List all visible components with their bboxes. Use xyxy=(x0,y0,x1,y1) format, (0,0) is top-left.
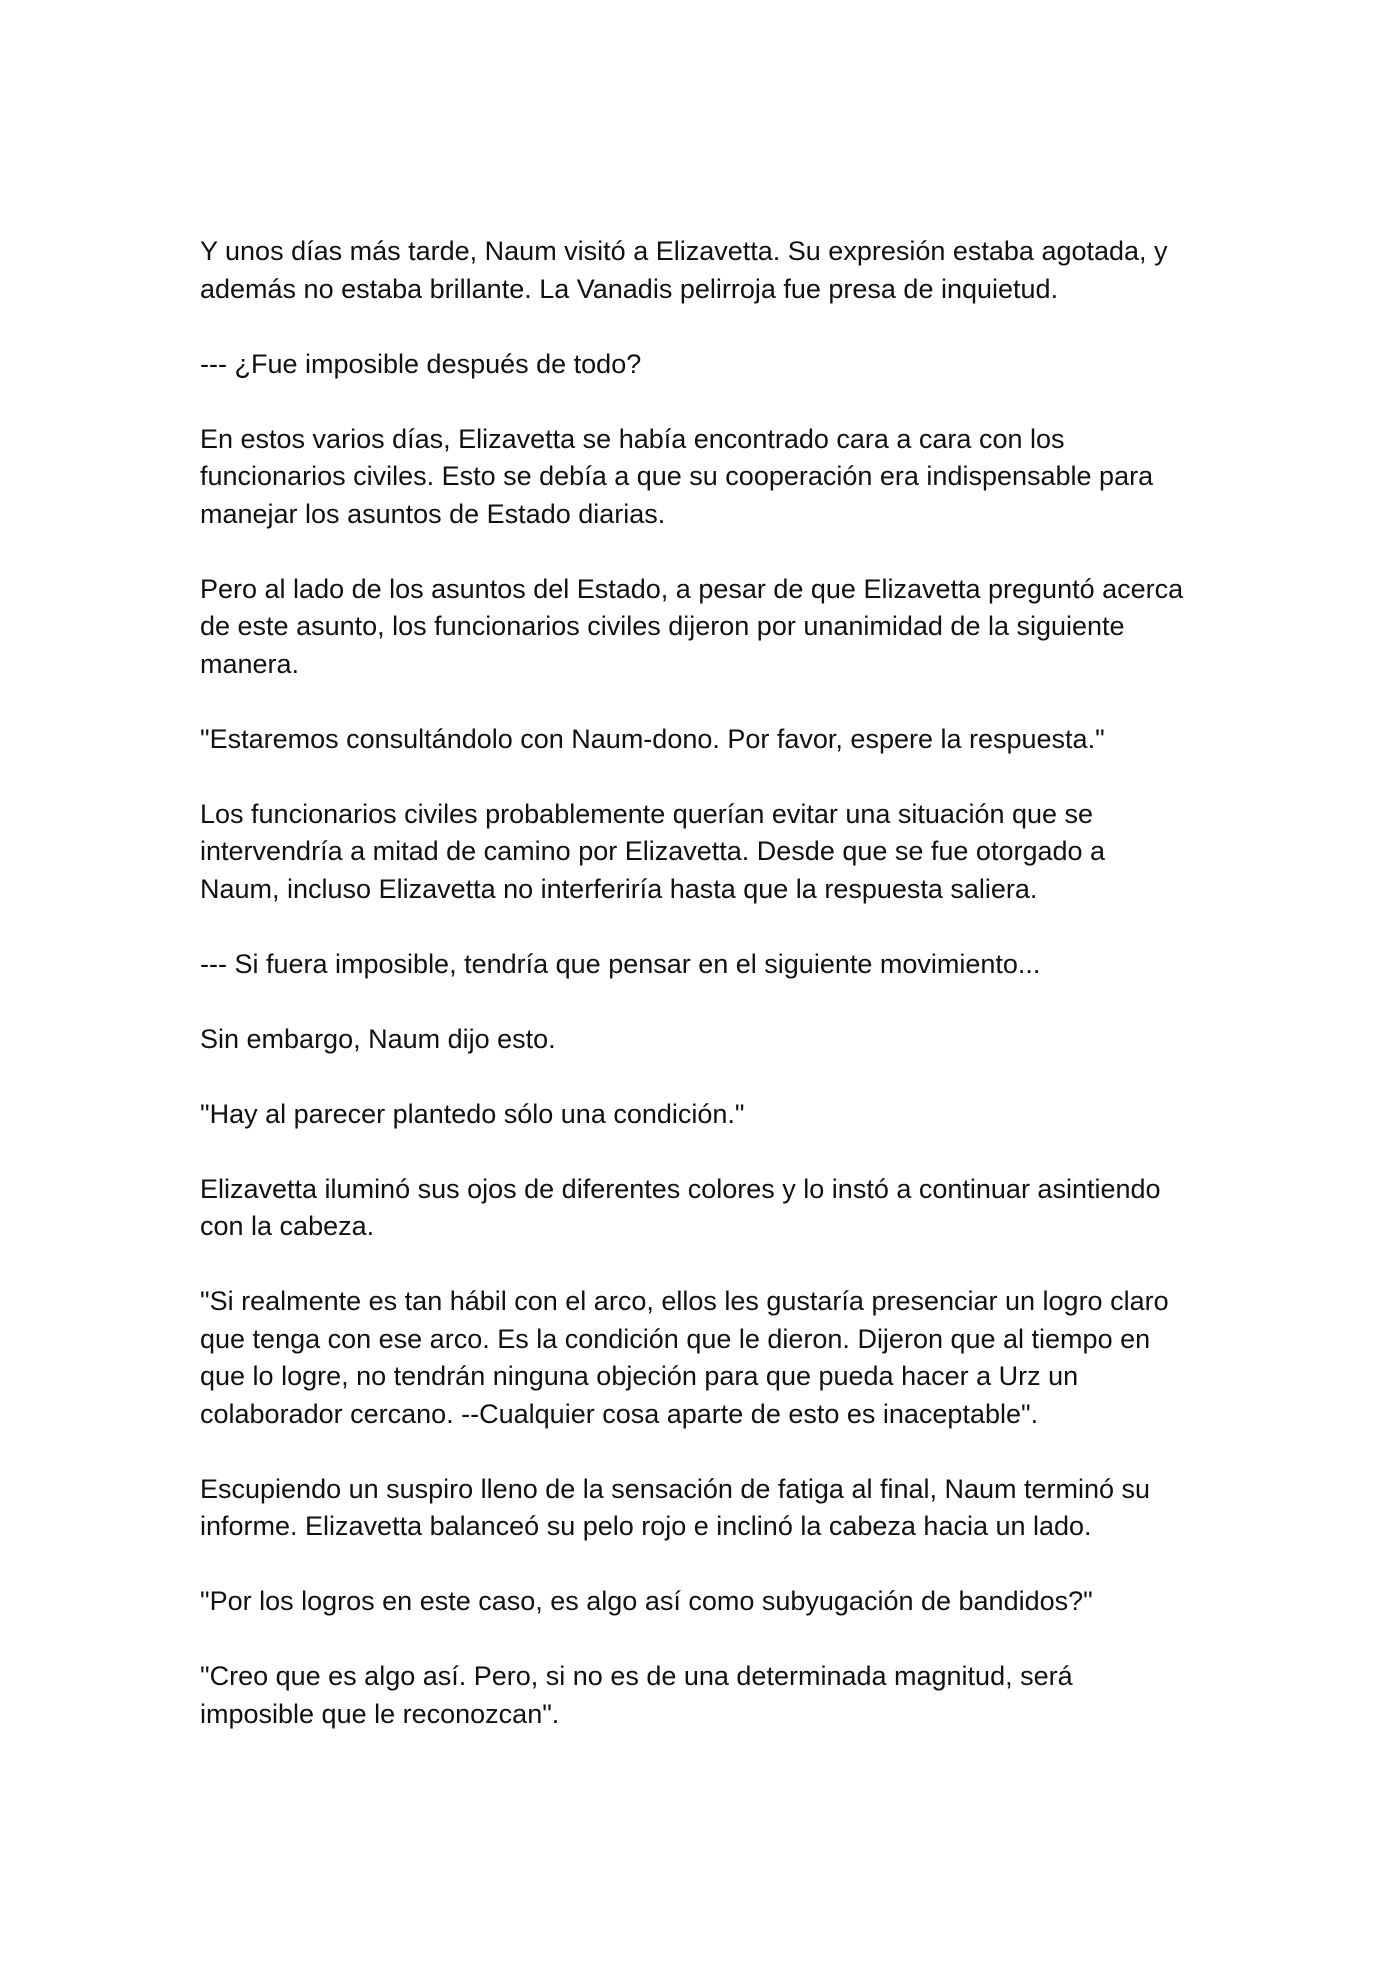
paragraph: --- Si fuera imposible, tendría que pensar en el siguiente movimiento... xyxy=(200,948,1041,979)
paragraph: Sin embargo, Naum dijo esto. xyxy=(200,1023,556,1054)
paragraph: "Estaremos consultándolo con Naum-dono. Por favor, espere la respuesta." xyxy=(200,723,1105,754)
paragraph: Elizavetta iluminó sus ojos de diferentes colores y lo instó a continuar asintiendo con la cabeza. xyxy=(200,1173,1161,1241)
paragraph: "Si realmente es tan hábil con el arco, ellos les gustaría presenciar un logro claro que tenga con ese arco. Es la condición que le dieron. Dijeron que al tiempo en que lo logre, no tendrán ninguna objeción para que pueda hacer a Urz un colaborador cercano. --Cualquier cosa aparte de esto es inaceptable". xyxy=(200,1286,1169,1429)
document-body xyxy=(200,233,1200,1771)
paragraph: "Por los logros en este caso, es algo así como subyugación de bandidos?" xyxy=(200,1586,1093,1616)
paragraph: "Hay al parecer plantedo sólo una condición." xyxy=(200,1098,745,1129)
paragraph: Los funcionarios civiles probablemente querían evitar una situación que se intervendría a mitad de camino por Elizavetta. Desde que se fue otorgado a Naum, incluso Elizavetta no interferiría hasta que la respuesta saliera. xyxy=(200,798,1106,904)
paragraph: En estos varios días, Elizavetta se había encontrado cara a cara con los funcionarios civiles. Esto se debía a que su cooperación era indispensable para manejar los asuntos de Estado diarias. xyxy=(200,423,1154,529)
paragraph: Pero al lado de los asuntos del Estado, a pesar de que Elizavetta preguntó acerca de este asunto, los funcionarios civiles dijeron por unanimidad de la siguiente manera. xyxy=(200,573,1184,679)
paragraph: "Creo que es algo así. Pero, si no es de una determinada magnitud, será imposible que le reconozcan". xyxy=(200,1661,1073,1729)
paragraph: Y unos días más tarde, Naum visitó a Elizavetta. Su expresión estaba agotada, y además no estaba brillante. La Vanadis pelirroja fue presa de inquietud. xyxy=(200,236,1168,304)
paragraph: --- ¿Fue imposible después de todo? xyxy=(200,348,642,379)
paragraph: Escupiendo un suspiro lleno de la sensación de fatiga al final, Naum terminó su informe. Elizavetta balanceó su pelo rojo e inclinó la cabeza hacia un lado. xyxy=(200,1473,1151,1541)
